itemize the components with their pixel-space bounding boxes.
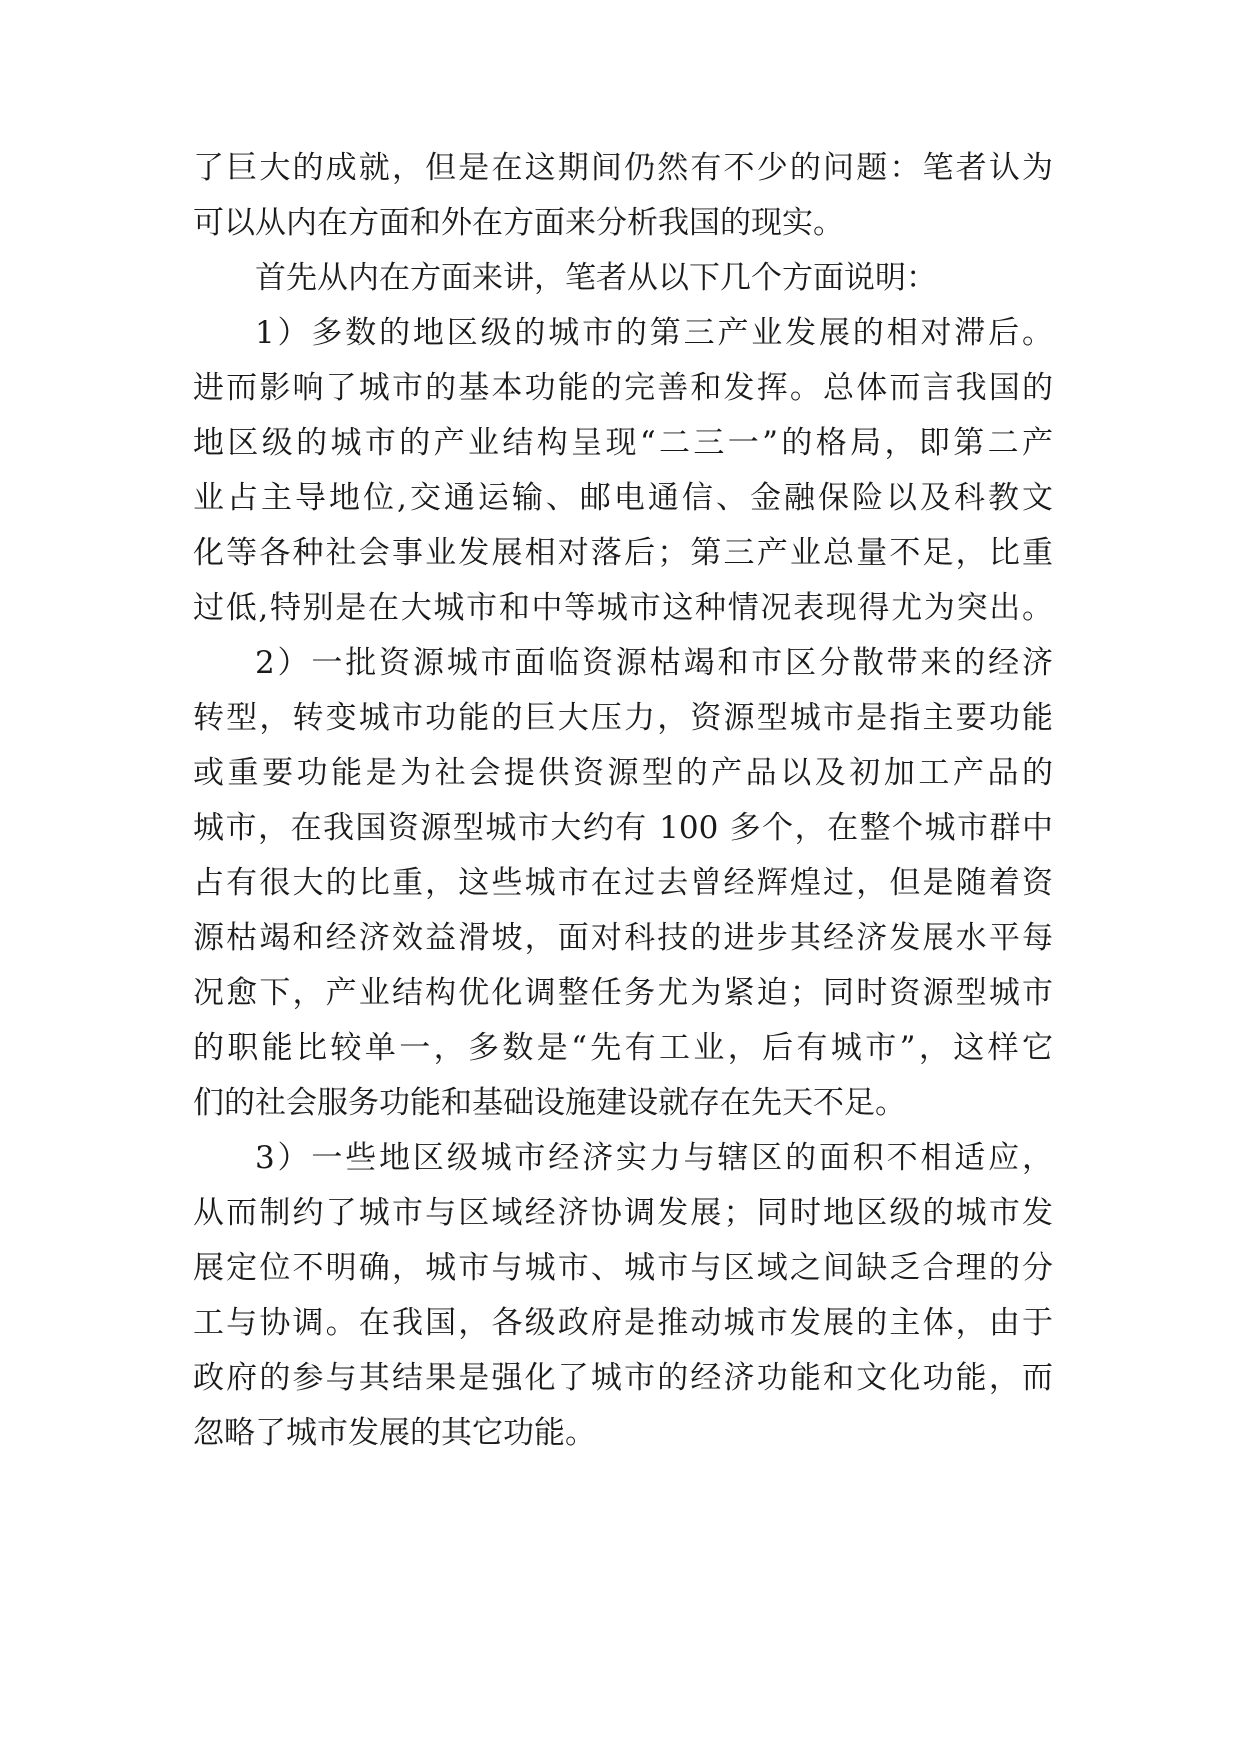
text-line-11: 转型，转变城市功能的巨大压力，资源型城市是指主要功能 (193, 700, 1053, 736)
text-line-4: 1）多数的地区级的城市的第三产业发展的相对滞后。 (255, 315, 1053, 351)
text-line-2: 可以从内在方面和外在方面来分析我国的现实。 (193, 205, 844, 241)
text-line-24: 忽略了城市发展的其它功能。 (193, 1415, 596, 1451)
text-line-14: 占有很大的比重，这些城市在过去曾经辉煌过，但是随着资 (193, 865, 1053, 901)
text-line-12: 或重要功能是为社会提供资源型的产品以及初加工产品的 (193, 755, 1053, 791)
text-line-3: 首先从内在方面来讲，笔者从以下几个方面说明： (255, 260, 937, 296)
text-line-20: 从而制约了城市与区域经济协调发展；同时地区级的城市发 (193, 1195, 1053, 1231)
text-line-13: 城市，在我国资源型城市大约有 100 多个，在整个城市群中 (193, 810, 1053, 846)
text-line-8: 化等各种社会事业发展相对落后；第三产业总量不足，比重 (193, 535, 1053, 571)
text-line-9: 过低,特别是在大城市和中等城市这种情况表现得尤为突出。 (193, 590, 1053, 626)
text-line-17: 的职能比较单一，多数是“先有工业，后有城市”，这样它 (193, 1030, 1053, 1066)
text-line-19: 3）一些地区级城市经济实力与辖区的面积不相适应， (255, 1140, 1053, 1176)
text-line-1: 了巨大的成就，但是在这期间仍然有不少的问题：笔者认为 (193, 150, 1053, 186)
text-line-15: 源枯竭和经济效益滑坡，面对科技的进步其经济发展水平每 (193, 920, 1053, 956)
text-line-23: 政府的参与其结果是强化了城市的经济功能和文化功能，而 (193, 1360, 1053, 1396)
text-line-22: 工与协调。在我国，各级政府是推动城市发展的主体，由于 (193, 1305, 1053, 1341)
text-line-5: 进而影响了城市的基本功能的完善和发挥。总体而言我国的 (193, 370, 1053, 406)
text-line-10: 2）一批资源城市面临资源枯竭和市区分散带来的经济 (255, 645, 1053, 681)
text-line-7: 业占主导地位,交通运输、邮电通信、金融保险以及科教文 (193, 480, 1053, 516)
text-line-18: 们的社会服务功能和基础设施建设就存在先天不足。 (193, 1085, 906, 1121)
text-line-16: 况愈下，产业结构优化调整任务尤为紧迫；同时资源型城市 (193, 975, 1053, 1011)
text-line-21: 展定位不明确，城市与城市、城市与区域之间缺乏合理的分 (193, 1250, 1053, 1286)
text-line-6: 地区级的城市的产业结构呈现“二三一”的格局，即第二产 (193, 425, 1053, 461)
